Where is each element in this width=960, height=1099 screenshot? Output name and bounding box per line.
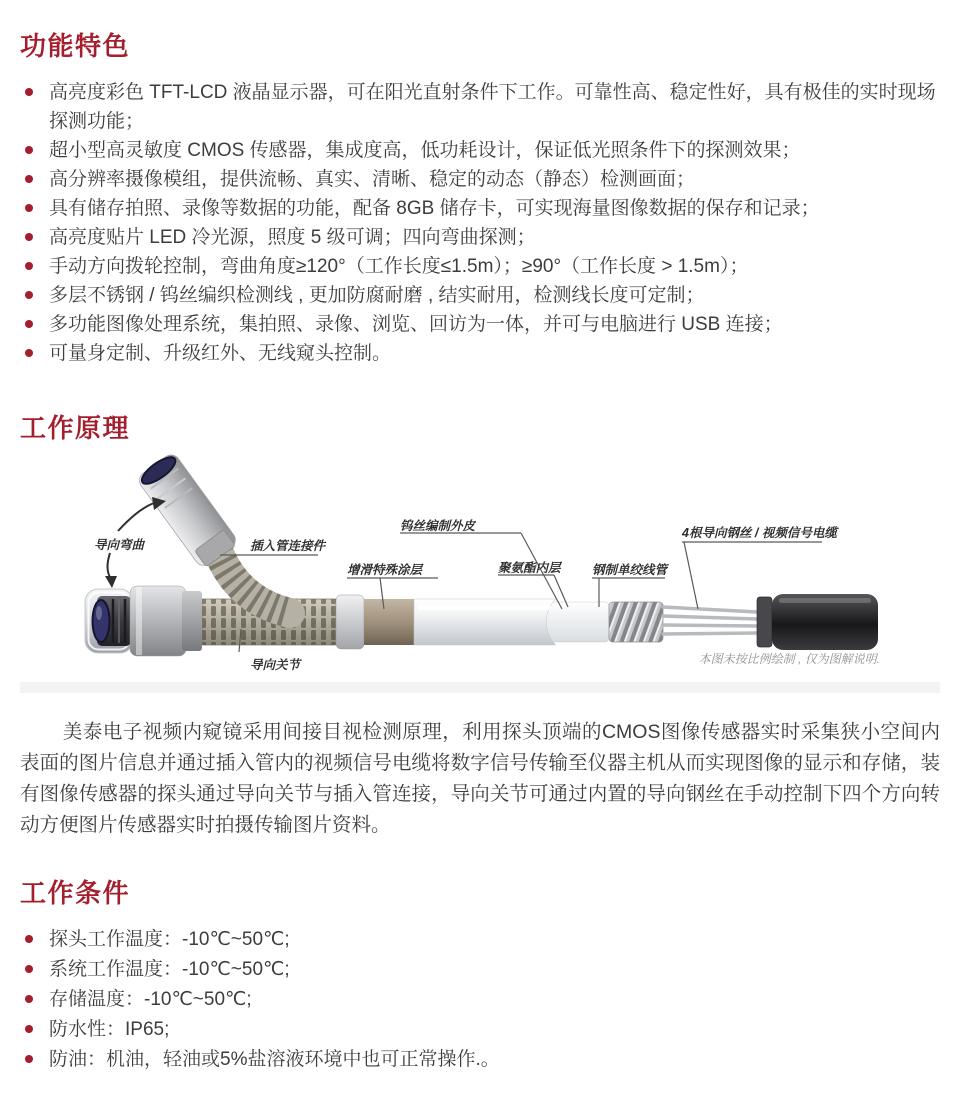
conditions-list (0, 925, 960, 1075)
diagram-note: 本图未按比例绘制 , 仅为图解说明. (698, 652, 880, 666)
diagram-footer-strip (20, 682, 940, 693)
label-connector: 插入管连接件 (250, 539, 326, 553)
curved-arrow-icon (118, 497, 166, 531)
principle-paragraph: 美泰电子视频内窥镜采用间接目视检测原理，利用探头顶端的CMOS图像传感器实时采集狭小空间内表面的图片信息并通过插入管内的视频信号电缆将数字信号传输至仪器主机从而实现图像的显示和存储，装有图像传感器的探头通过导向关节与插入管连接，导向关节可通过内置的导向钢丝在手动控制下四个方向转动方便图片传感器实时拍摄传输图片资料。 (20, 721, 940, 836)
label-coating: 增滑特殊涂层 (347, 563, 423, 577)
features-list (0, 78, 960, 368)
feature-item: 多功能图像处理系统，集拍照、录像、浏览、回访为一体，并可与电脑进行 USB 连接； (20, 310, 942, 339)
features-title: 功能特色 (20, 31, 131, 61)
tube-sleeve (336, 595, 364, 649)
head-collar-step (182, 591, 202, 651)
condition-item: 系统工作温度：-10℃~50℃; (20, 955, 942, 985)
feature-item: 高亮度贴片 LED 冷光源，照度 5 级可调；四向弯曲探测； (20, 223, 942, 252)
friction-coating-layer (364, 599, 414, 645)
probe-tip (136, 451, 240, 570)
feature-item: 具有储存拍照、录像等数据的功能，配备 8GB 储存卡，可实现海量图像数据的保存和记录； (20, 194, 942, 223)
feature-item: 超小型高灵敏度 CMOS 传感器，集成度高，低功耗设计，保证低光照条件下的探测效果； (20, 136, 942, 165)
feature-item: 高分辨率摄像模组，提供流畅、真实、清晰、稳定的动态（静态）检测画面； (20, 165, 942, 194)
label-wires: 4根导向钢丝 / 视频信号电缆 (682, 526, 837, 540)
condition-item: 存储温度：-10℃~50℃; (20, 985, 942, 1015)
polyurethane-inner-layer (545, 602, 609, 642)
feature-item: 高亮度彩色 TFT-LCD 液晶显示器，可在阳光直射条件下工作。可靠性高、稳定性好，具有极佳的实时现场探测功能； (20, 78, 942, 136)
conditions-title: 工作条件 (20, 878, 131, 908)
label-joint: 导向关节 (250, 658, 301, 672)
guide-wires (663, 607, 757, 634)
condition-item: 探头工作温度：-10℃~50℃; (20, 925, 942, 955)
feature-item: 可量身定制、升级红外、无线窥头控制。 (20, 339, 942, 368)
label-inner: 聚氨酯内层 (498, 561, 561, 575)
condition-item: 防油：机油，轻油或5%盐溶液环境中也可正常操作.。 (20, 1045, 942, 1075)
endoscope-diagram (0, 449, 960, 699)
principle-title: 工作原理 (20, 413, 131, 443)
camera-lens (93, 600, 110, 642)
feature-item: 多层不锈钢 / 钨丝编织检测线 , 更加防腐耐磨 , 结实耐用，检测线长度可定制； (20, 281, 942, 310)
feature-item: 手动方向拨轮控制，弯曲角度≥120°（工作长度≤1.5m）；≥90°（工作长度 > 1.5m）； (20, 252, 942, 281)
steel-monocoil-tube (609, 602, 663, 642)
condition-item: 防水性：IP65; (20, 1015, 942, 1045)
label-spiral: 钢制单绞线管 (592, 563, 668, 577)
label-bend: 导向弯曲 (94, 538, 145, 552)
probe-head (85, 586, 202, 656)
label-braid: 钨丝编制外皮 (400, 519, 476, 533)
down-arrow-icon (105, 553, 117, 588)
cable-ring (757, 597, 772, 647)
